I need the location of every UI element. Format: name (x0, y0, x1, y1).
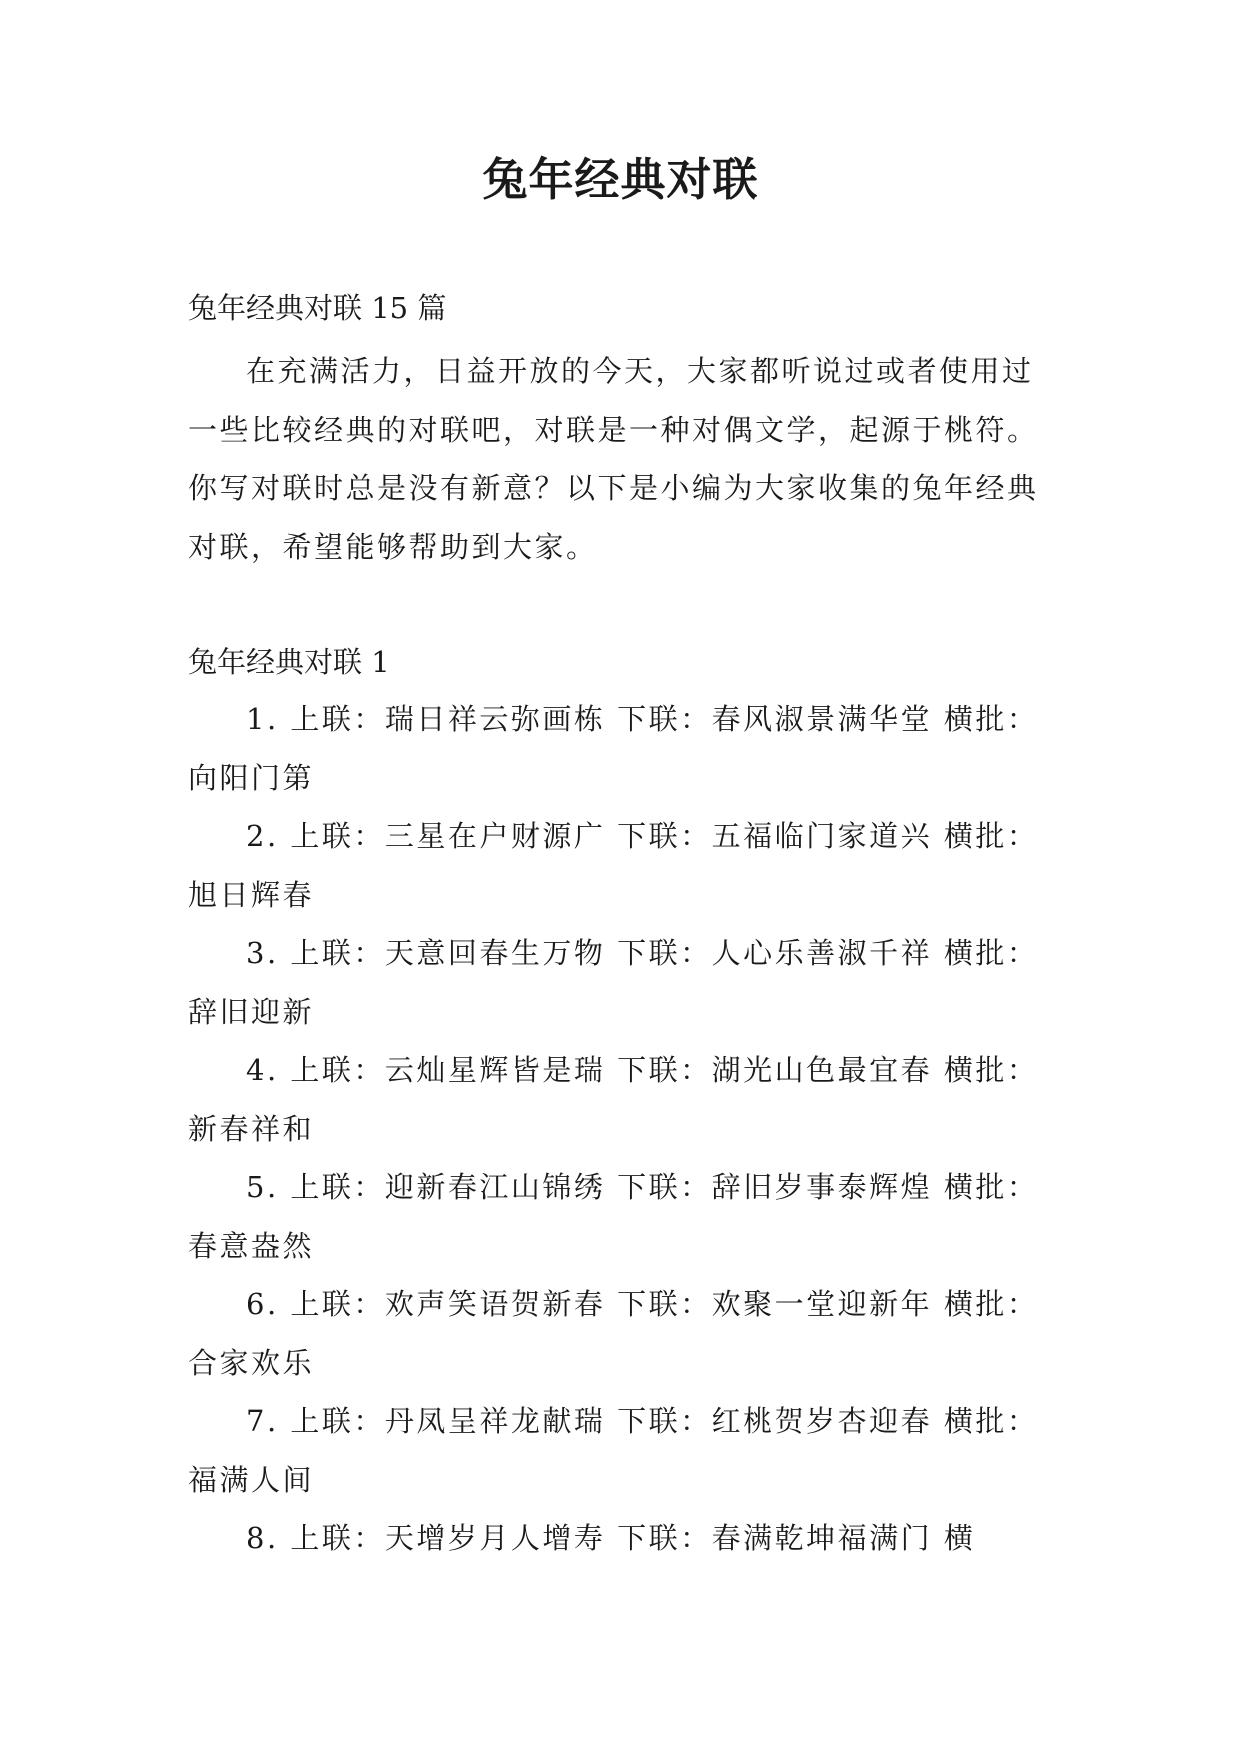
couplet-list (188, 690, 1058, 1568)
couplet-item: 2. 上联：三星在户财源广 下联：五福临门家道兴 横批：旭日辉春 (188, 819, 1039, 912)
couplet-item: 3. 上联：天意回春生万物 下联：人心乐善淑千祥 横批：辞旧迎新 (188, 936, 1039, 1029)
section-heading: 兔年经典对联 1 (188, 645, 390, 679)
couplet-item: 7. 上联：丹凤呈祥龙献瑞 下联：红桃贺岁杏迎春 横批：福满人间 (188, 1404, 1039, 1497)
couplet-item: 8. 上联：天增岁月人增寿 下联：春满乾坤福满门 横 (246, 1521, 976, 1555)
document-title: 兔年经典对联 (482, 153, 759, 206)
document-subtitle: 兔年经典对联 15 篇 (188, 291, 447, 325)
couplet-item: 6. 上联：欢声笑语贺新春 下联：欢聚一堂迎新年 横批：合家欢乐 (188, 1287, 1039, 1380)
intro-paragraph: 在充满活力，日益开放的今天，大家都听说过或者使用过一些比较经典的对联吧，对联是一种对偶文学，起源于桃符。你写对联时总是没有新意？以下是小编为大家收集的兔年经典对联，希望能够帮助到大家。 (188, 354, 1039, 564)
intro-block (188, 342, 1058, 576)
couplet-item: 4. 上联：云灿星辉皆是瑞 下联：湖光山色最宜春 横批：新春祥和 (188, 1053, 1039, 1146)
couplet-item: 5. 上联：迎新春江山锦绣 下联：辞旧岁事泰辉煌 横批：春意盎然 (188, 1170, 1039, 1263)
couplet-item: 1. 上联：瑞日祥云弥画栋 下联：春风淑景满华堂 横批：向阳门第 (188, 702, 1039, 795)
